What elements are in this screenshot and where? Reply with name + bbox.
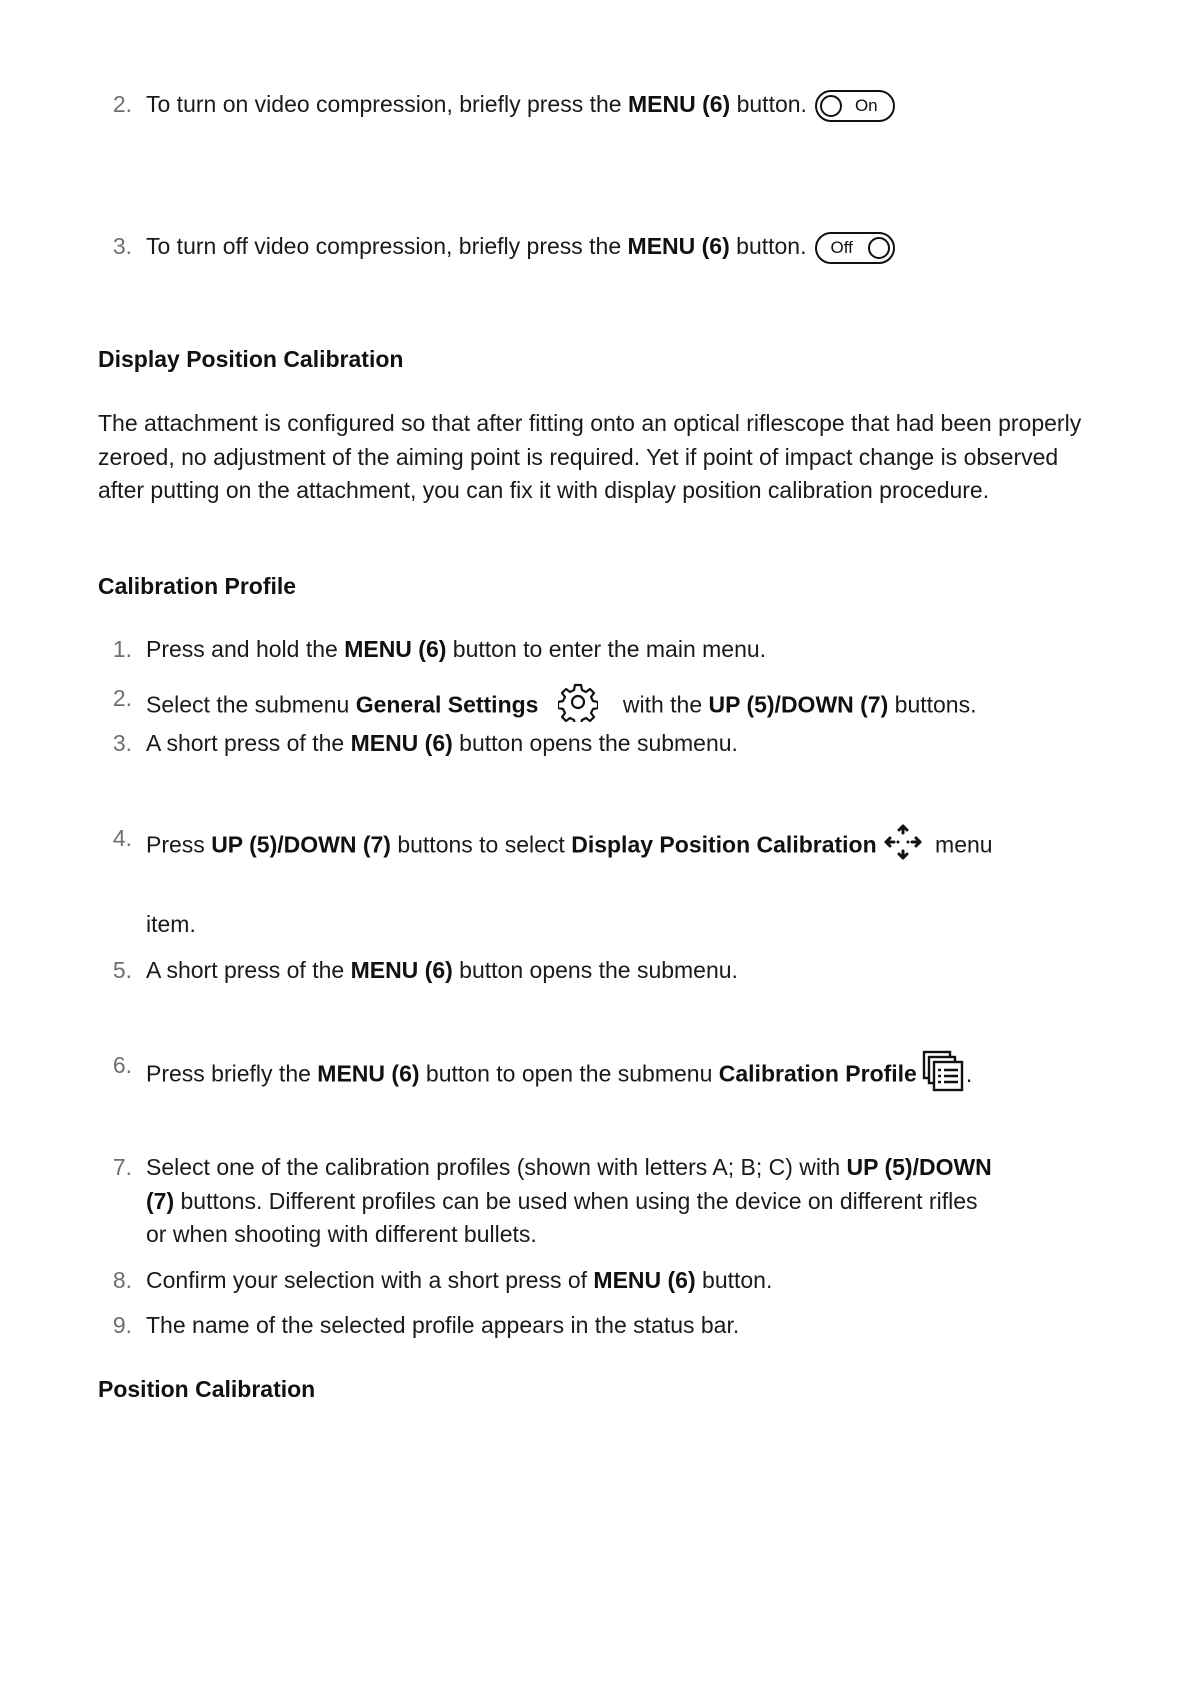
section-heading: Display Position Calibration — [98, 346, 404, 372]
step-number: 2. — [112, 91, 132, 117]
profile-list-icon — [921, 1049, 965, 1102]
step-text: Select one of the calibration profiles (shown with letters A; B; C) with UP (5)/DOWN — [146, 1154, 992, 1180]
step-text: A short press of the MENU (6) button opens the submenu. — [146, 957, 738, 983]
step-number: 4. — [112, 825, 132, 851]
intro-paragraph: The attachment is configured so that after fitting onto an optical riflescope that had been properly zeroed, no adjustment of the aiming point is required. Yet if point of impact change is observed after putting on the attachment, you can fix it with display position calibration procedure. — [98, 410, 1082, 503]
step-number: 1. — [112, 636, 132, 662]
step-text: or when shooting with different bullets. — [146, 1221, 537, 1247]
section-heading: Position Calibration — [98, 1376, 316, 1402]
step-number: 6. — [112, 1052, 132, 1078]
step-text: A short press of the MENU (6) button opens the submenu. — [146, 730, 738, 756]
step-text: Confirm your selection with a short press of MENU (6) button. — [146, 1267, 773, 1293]
step-text: item. — [146, 911, 196, 937]
move-arrows-icon — [883, 822, 923, 871]
step-number: 3. — [112, 730, 132, 756]
step-text: To turn on video compression, briefly press the MENU (6) button. On — [146, 88, 895, 122]
step-text: Select the submenu General Settings with the UP (5)/DOWN (7) buttons. — [146, 682, 977, 731]
toggle-off-icon: Off — [815, 232, 895, 264]
section-heading: Calibration Profile — [98, 573, 297, 599]
step-text: To turn off video compression, briefly press the MENU (6) button. Off — [146, 230, 895, 264]
toggle-on-icon: On — [815, 90, 895, 122]
step-text: Press briefly the MENU (6) button to open the submenu Calibration Profile . — [146, 1049, 972, 1102]
step-text: Press and hold the MENU (6) button to enter the main menu. — [146, 636, 767, 662]
gear-icon — [558, 682, 598, 731]
step-text: Press UP (5)/DOWN (7) buttons to select Display Position Calibration menu — [146, 822, 993, 871]
step-text: (7) buttons. Different profiles can be used when using the device on different rifles — [146, 1188, 978, 1214]
step-number: 8. — [112, 1267, 132, 1293]
step-number: 7. — [112, 1154, 132, 1180]
step-number: 2. — [112, 685, 132, 711]
step-number: 9. — [112, 1312, 132, 1338]
step-number: 3. — [112, 233, 132, 259]
step-number: 5. — [112, 957, 132, 983]
step-text: The name of the selected profile appears in the status bar. — [146, 1312, 740, 1338]
